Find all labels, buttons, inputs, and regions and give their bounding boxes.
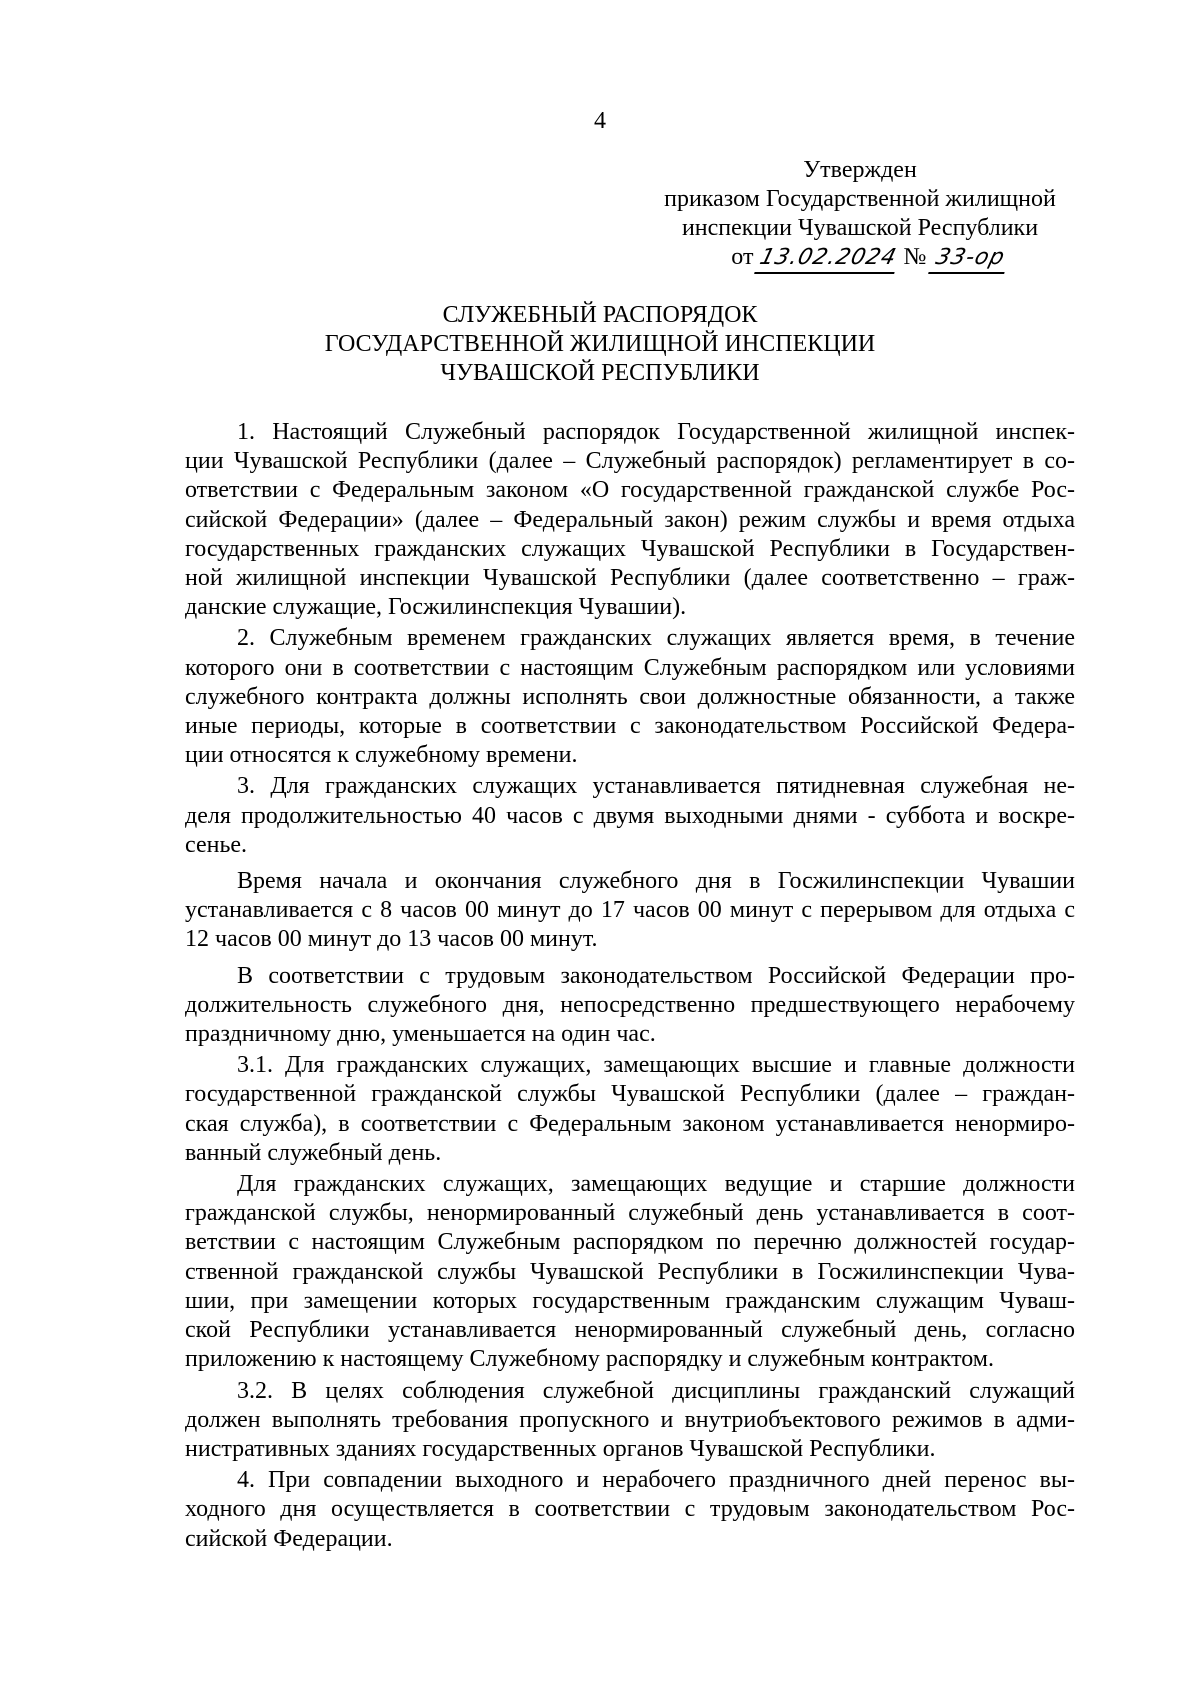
text-line: сийской Федерации» (далее – Федеральный закон) режим службы и время отдыха (185, 506, 1075, 533)
page-number: 4 (594, 108, 606, 134)
title-line-1: СЛУЖЕБНЫЙ РАСПОРЯДОК (442, 302, 758, 328)
text-line: ции относятся к служебному времени. (185, 742, 578, 769)
title-line-2: ГОСУДАРСТВЕННОЙ ЖИЛИЩНОЙ ИНСПЕКЦИИ (324, 331, 876, 357)
text-line: сийской Федерации. (185, 1525, 393, 1552)
text-line: 1. Настоящий Служебный распорядок Государственной жилищной инспек- (237, 419, 1075, 445)
text-line: ходного дня осуществляется в соответствии с трудовым законодательством Рос- (185, 1496, 1075, 1523)
approval-heading: Утвержден (803, 157, 917, 183)
text-line: В соответствии с трудовым законодательством Российской Федерации про- (237, 962, 1075, 989)
paragraph-6 (185, 1051, 1075, 1168)
approval-order-line: приказом Государственной жилищной (664, 186, 1056, 212)
text-line: праздничному дню, уменьшается на один час. (185, 1021, 656, 1048)
text-line: иные периоды, которые в соответствии с законодательством Российской Федера- (185, 713, 1075, 740)
paragraph-1 (185, 418, 1075, 622)
approval-date-line (640, 243, 1080, 274)
approval-block (640, 156, 1080, 274)
text-line: 3. Для гражданских служащих устанавливается пятидневная служебная не- (237, 773, 1075, 800)
paragraph-2 (185, 624, 1075, 770)
text-line: ской Республики устанавливается ненормированный служебный день, согласно (185, 1317, 1075, 1344)
text-line: 4. При совпадении выходного и нерабочего праздничного дней перенос вы- (237, 1467, 1075, 1494)
document-body (185, 418, 1075, 1554)
paragraph-3 (185, 772, 1075, 860)
text-line: ветствии с настоящим Служебным распорядком по перечню должностей государ- (185, 1229, 1075, 1256)
text-line: данские служащие, Госжилинспекция Чувашии). (185, 594, 687, 621)
text-line: устанавливается с 8 часов 00 минут до 17 часов 00 минут с перерывом для отдыха с (185, 897, 1075, 924)
text-line: шии, при замещении которых государственным гражданским служащим Чуваш- (185, 1287, 1075, 1314)
text-line: гражданской службы, ненормированный служебный день устанавливается в соот- (185, 1200, 1075, 1227)
document-title (0, 301, 1200, 388)
handwritten-order-number: 33-ор (928, 243, 1012, 274)
text-line: ская служба), в соответствии с Федеральным законом устанавливается ненормиро- (185, 1110, 1075, 1137)
text-line: деля продолжительностью 40 часов с двумя выходными днями - суббота и воскре- (185, 802, 1075, 829)
title-line-3: ЧУВАШСКОЙ РЕСПУБЛИКИ (440, 360, 760, 386)
text-line: Время начала и окончания служебного дня в Госжилинспекции Чувашии (237, 868, 1075, 895)
text-line: сенье. (185, 831, 248, 858)
text-line: Для гражданских служащих, замещающих ведущие и старшие должности (237, 1171, 1075, 1198)
text-line: ственной гражданской службы Чувашской Республики в Госжилинспекции Чува- (185, 1258, 1075, 1285)
from-label: от (731, 244, 754, 270)
approval-org-line: инспекции Чувашской Республики (681, 215, 1039, 241)
text-line: приложению к настоящему Служебному распорядку и служебным контрактом. (185, 1346, 994, 1373)
paragraph-7 (185, 1170, 1075, 1374)
paragraph-9 (185, 1466, 1075, 1554)
text-line: государственных гражданских служащих Чувашской Республики в Государствен- (185, 535, 1075, 562)
handwritten-date: 13.02.2024 (755, 243, 903, 274)
text-line: должительность служебного дня, непосредственно предшествующего нерабочему (185, 991, 1075, 1018)
text-line: 3.2. В целях соблюдения служебной дисциплины гражданский служащий (237, 1377, 1075, 1404)
text-line: 12 часов 00 минут до 13 часов 00 минут. (185, 926, 598, 953)
text-line: нистративных зданиях государственных органов Чувашской Республики. (185, 1435, 936, 1462)
text-line: государственной гражданской службы Чувашской Республики (далее – граждан- (185, 1081, 1075, 1108)
text-line: 3.1. Для гражданских служащих, замещающих высшие и главные должности (237, 1052, 1075, 1079)
text-line: ции Чувашской Республики (далее – Служебный распорядок) регламентирует в со- (185, 448, 1075, 475)
paragraph-8 (185, 1377, 1075, 1465)
number-label: № (903, 244, 927, 270)
text-line: ванный служебный день. (185, 1139, 442, 1166)
paragraph-5 (185, 962, 1075, 1050)
text-line: ответствии с Федеральным законом «О государственной гражданской службе Рос- (185, 477, 1075, 504)
text-line: должен выполнять требования пропускного и внутриобъектового режимов в адми- (185, 1406, 1075, 1433)
paragraph-4 (185, 867, 1075, 955)
text-line: ной жилищной инспекции Чувашской Республики (далее соответственно – граж- (185, 565, 1075, 592)
text-line: служебного контракта должны исполнять свои должностные обязанности, а также (185, 683, 1075, 710)
text-line: которого они в соответствии с настоящим Служебным распорядком или условиями (185, 654, 1075, 681)
text-line: 2. Служебным временем гражданских служащих является время, в течение (237, 625, 1075, 652)
